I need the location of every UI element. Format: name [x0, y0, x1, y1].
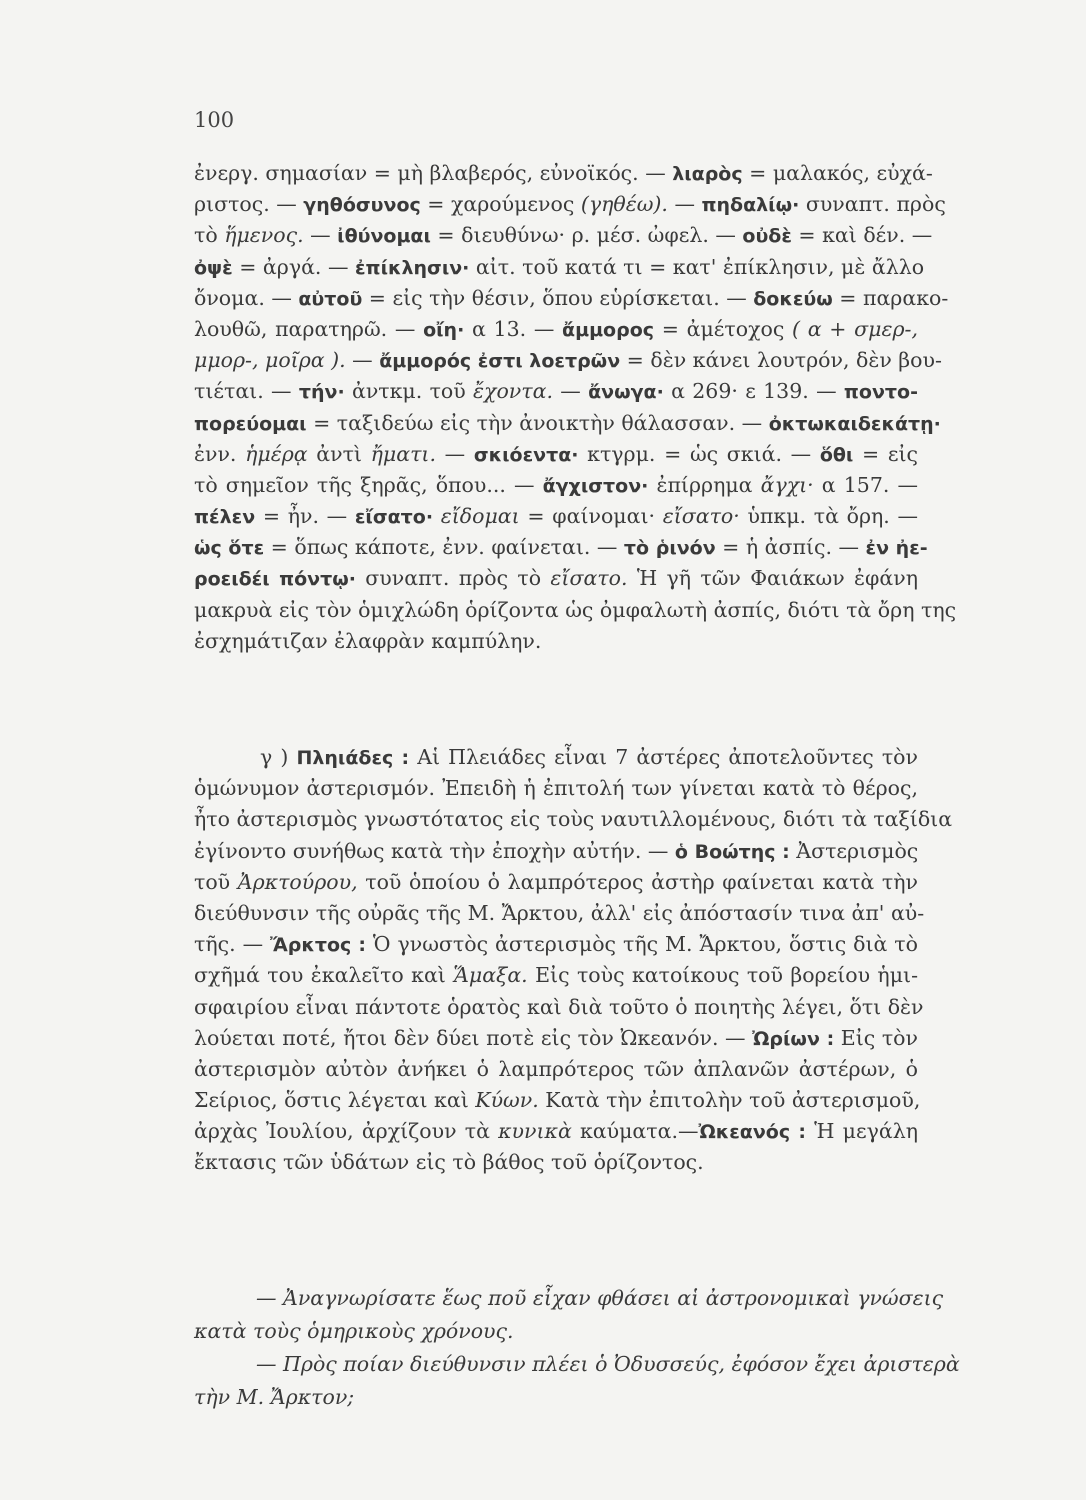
text-line — [194, 898, 925, 929]
text-run: αἰτ. τοῦ κατά τι = κατ' ἐπίκλησιν, μὲ ἄλλο — [469, 254, 925, 279]
text-run: Εἰς τὸν — [834, 1025, 918, 1050]
text-run: — — [345, 348, 380, 373]
headword: τὸ ῥινόν — [623, 537, 716, 560]
text-line — [194, 158, 933, 189]
glossary-paragraph — [194, 158, 957, 657]
text-line — [194, 960, 918, 991]
text-line — [194, 408, 941, 439]
italic-text: ἤματι. — [370, 441, 436, 466]
italic-text: Ἅμαξα. — [453, 963, 528, 988]
text-run: ἐγίνοντο συνήθως κατὰ τὴν ἐποχὴν αὐτήν. — — [194, 838, 675, 863]
text-run: καύματα.— — [571, 1119, 699, 1144]
text-run: Ἀστερισμὸς — [789, 838, 919, 863]
text-line — [194, 1054, 918, 1085]
text-run: γ ) — [260, 745, 297, 769]
text-line — [194, 563, 918, 594]
text-run: = ἦν. — — [255, 504, 355, 529]
headword: πηδαλίῳ· — [701, 194, 800, 217]
text-line — [194, 992, 924, 1023]
text-line — [194, 189, 946, 220]
headword: οὐδὲ — [742, 225, 792, 248]
italic-text: ἥμενος. — [224, 223, 304, 248]
text-run: ἐνν. — [194, 441, 246, 466]
headword: ἄμμορός ἐστι λοετρῶν — [379, 350, 621, 373]
text-run: ριστος. — — [194, 192, 304, 217]
italic-text: εἴδομαι — [440, 504, 520, 529]
text-run: ἐσχημάτιζαν ἐλαφρὰν καμπύλην. — [194, 628, 542, 653]
text-run: σφαιρίου εἶναι πάντοτε ὁρατὸς καὶ διὰ τοῦτο ὁ ποιητὴς λέγει, ὅτι δὲν — [194, 994, 924, 1019]
text-run: ἀρχὰς Ἰουλίου, ἀρχίζουν τὰ — [194, 1119, 499, 1144]
text-run: σχῆμά του ἐκαλεῖτο καὶ — [194, 963, 454, 988]
text-run: ἔκτασις τῶν ὑδάτων εἰς τὸ βάθος τοῦ ὁρίζοντος. — [194, 1150, 704, 1175]
text-line — [194, 1147, 918, 1178]
text-run: = χαρούμενος — [420, 192, 581, 217]
text-run: διεύθυνσιν τῆς οὐρᾶς τῆς Μ. Ἄρκτου, ἀλλ' εἰς ἀπόστασίν τινα ἀπ' αὐ- — [194, 900, 925, 925]
text-run: λουθῶ, παρατηρῶ. — — [194, 316, 424, 341]
text-run: — — [303, 223, 338, 248]
headword: ποντο- — [843, 381, 918, 404]
text-run: τῆς. — — [194, 932, 271, 957]
text-line — [194, 252, 925, 283]
text-line — [194, 804, 953, 835]
text-run: ἐνεργ. σημασίαν = μὴ βλαβερός, εὐνοϊκός. — — [194, 161, 673, 185]
headword: ἄνωγα· — [588, 381, 664, 404]
text-run: τοῦ ὁποίου ὁ λαμπρότερος ἀστὴρ φαίνεται κατὰ τὴν — [357, 869, 918, 894]
text-run: = παρακο- — [832, 285, 949, 310]
italic-text: Κύων. — [475, 1088, 539, 1113]
text-line — [194, 220, 933, 251]
text-run: τὸ σημεῖον τῆς ξηρᾶς, ὅπου... — — [194, 472, 543, 497]
text-run: μακρυὰ εἰς τὸν ὁμιχλώδη ὁρίζοντα ὡς ὀμφαλωτὴ ἀσπίς, διότι τὰ ὄρη της — [194, 597, 957, 622]
headword: οἴη· — [423, 318, 465, 341]
text-run: = φαίνομαι· — [519, 504, 663, 529]
text-run: α 13. — — [464, 316, 563, 341]
italic-text: κυνικὰ — [498, 1119, 572, 1144]
headword: ὁ Βοώτης : — [674, 840, 790, 863]
text-run: ὑπκμ. τὰ ὄρη. — — [739, 504, 918, 529]
headword: ὡς ὅτε — [194, 537, 265, 560]
headword: δοκεύω — [753, 287, 833, 310]
text-line — [194, 470, 918, 501]
text-run: — — [552, 379, 589, 404]
text-run: = ταξιδεύω εἰς τὴν ἀνοικτὴν θάλασσαν. — — [306, 410, 769, 435]
text-line — [194, 532, 928, 563]
text-run: Ὁ γνωστὸς ἀστερισμὸς τῆς Μ. Ἄρκτου, ὅστις διὰ τὸ — [365, 932, 918, 957]
text-run: = εἰς — [853, 441, 918, 466]
text-run: = εἰς τὴν θέσιν, ὅπου εὑρίσκεται. — — [362, 285, 754, 310]
headword: πορεύομαι — [194, 412, 307, 435]
question-line: — Πρὸς ποίαν διεύθυνσιν πλέει ὁ Ὀδυσσεύς, ἐφόσον ἔχει ἀριστερὰ — [256, 1352, 960, 1376]
text-run: — — [435, 441, 474, 466]
italic-text: (γηθέω). — [580, 192, 668, 217]
text-run: = ἀργά. — — [232, 254, 355, 279]
italic-text: εἴσατο. — [550, 566, 628, 591]
text-run: ἀστερισμὸν αὐτὸν ἀνήκει ὁ λαμπρότερος τῶν ἀπλανῶν ἀστέρων, ὁ — [194, 1056, 918, 1081]
text-run: τοῦ — [194, 869, 238, 894]
text-line — [194, 439, 918, 470]
italic-text: ( α + σμερ-, — [792, 316, 918, 341]
text-line — [194, 1085, 921, 1116]
text-line — [194, 929, 918, 960]
text-run: — — [667, 192, 702, 217]
text-run: ἐπίρρημα — [648, 472, 761, 497]
page-number: 100 — [194, 108, 235, 132]
headword: τήν· — [298, 381, 345, 404]
headword: εἴσατο· — [354, 506, 434, 529]
text-line — [194, 836, 918, 867]
text-line — [194, 595, 957, 626]
headword: πέλεν — [194, 506, 256, 529]
text-run: ἦτο ἀστερισμὸς γνωστότατος εἰς τοὺς ναυτιλλομένους, διότι τὰ ταξίδια — [194, 807, 953, 832]
text-run: Αἱ Πλειάδες εἶναι 7 ἀστέρες ἀποτελοῦντες τὸν — [409, 745, 918, 769]
text-run: λούεται ποτέ, ἤτοι δὲν δύει ποτὲ εἰς τὸν Ὠκεανόν. — — [194, 1025, 753, 1050]
text-run: συναπτ. πρὸς τὸ — [355, 566, 551, 591]
italic-text: ἄγχι· — [760, 472, 814, 497]
text-run: ἀντὶ — [307, 441, 371, 466]
questions-section — [194, 1282, 960, 1414]
constellations-paragraph — [194, 742, 953, 1179]
text-line — [194, 501, 918, 532]
headword: γηθόσυνος — [303, 194, 421, 217]
text-run — [433, 504, 441, 528]
text-line — [194, 867, 918, 898]
text-run: = δὲν κάνει λουτρόν, δὲν βου- — [620, 348, 942, 373]
headword: ροειδέι πόντῳ· — [194, 568, 356, 591]
italic-text: εἴσατο· — [662, 504, 740, 529]
text-line — [194, 626, 918, 657]
text-run: = καὶ δέν. — — [791, 223, 933, 248]
text-line — [194, 773, 918, 804]
headword: ὅθι — [819, 443, 854, 466]
headword: ἰθύνομαι — [337, 225, 431, 248]
text-run: = ὅπως κάποτε, ἐνν. φαίνεται. — — [264, 535, 624, 560]
question-line: κατὰ τοὺς ὁμηρικοὺς χρόνους. — [194, 1319, 514, 1343]
italic-text: μμορ-, μοῖρα ). — [194, 348, 346, 373]
text-run: τὸ — [194, 223, 225, 248]
headword: ἄμμορος — [562, 318, 655, 341]
text-run: = μαλακός, εὐχά- — [742, 161, 933, 185]
headword: ἐν ἠε- — [865, 537, 928, 560]
text-line — [194, 742, 918, 773]
text-run: Ἡ μεγάλη — [806, 1119, 918, 1144]
italic-text: Ἀρκτούρου, — [237, 869, 358, 894]
headword: Ὠκεανός : — [698, 1121, 806, 1144]
text-line — [194, 283, 949, 314]
text-line — [194, 1116, 918, 1147]
text-run: τιέται. — — [194, 379, 299, 404]
text-run: = ἀμέτοχος — [654, 316, 793, 341]
text-run: Σείριος, ὅστις λέγεται καὶ — [194, 1088, 476, 1113]
text-run: κτγρμ. = ὡς σκιά. — — [578, 441, 820, 466]
text-line — [194, 1023, 918, 1054]
text-line — [194, 314, 918, 345]
text-run: ὁμώνυμον ἀστερισμόν. Ἐπειδὴ ἡ ἐπιτολή των γίνεται κατὰ τὸ θέρος, — [194, 776, 918, 801]
text-run: = διευθύνω· ρ. μέσ. ὠφελ. — — [430, 223, 743, 248]
italic-text: ἔχοντα. — [473, 379, 553, 404]
headword: Ὠρίων : — [752, 1027, 835, 1050]
text-run: ὄνομα. — — [194, 285, 299, 310]
headword: ἄγχιστον· — [542, 474, 649, 497]
headword: ἐπίκλησιν· — [354, 256, 470, 279]
question-line: — Ἀναγνωρίσατε ἕως ποῦ εἶχαν φθάσει αἱ ἀστρονομικαὶ γνώσεις — [256, 1286, 944, 1310]
text-run: Εἰς τοὺς κατοίκους τοῦ βορείου ἡμι- — [527, 963, 919, 988]
text-run: Ἡ γῆ τῶν Φαιάκων ἐφάνη — [627, 566, 918, 591]
text-run: συναπτ. πρὸς — [799, 192, 946, 217]
text-run: α 269· ε 139. — — [663, 379, 844, 404]
headword: αὐτοῦ — [298, 287, 363, 310]
text-run: ἀντκμ. τοῦ — [344, 379, 474, 404]
headword: σκιόεντα· — [473, 443, 579, 466]
question-line: τὴν Μ. Ἄρκτον; — [194, 1385, 355, 1409]
headword: ὀψὲ — [194, 256, 233, 279]
text-line — [194, 345, 942, 376]
italic-text: ἡμέρᾳ — [245, 441, 308, 466]
text-run: = ἡ ἀσπίς. — — [715, 535, 866, 560]
text-run: α 157. — — [813, 472, 918, 497]
text-run: Κατὰ τὴν ἐπιτολὴν τοῦ ἀστερισμοῦ, — [538, 1088, 921, 1113]
text-line — [194, 376, 918, 407]
headword: ὀκτωκαιδεκάτῃ· — [768, 412, 941, 435]
headword: Πληιάδες : — [296, 747, 410, 769]
headword: λιαρὸς — [672, 163, 743, 185]
headword: Ἄρκτος : — [270, 934, 366, 957]
